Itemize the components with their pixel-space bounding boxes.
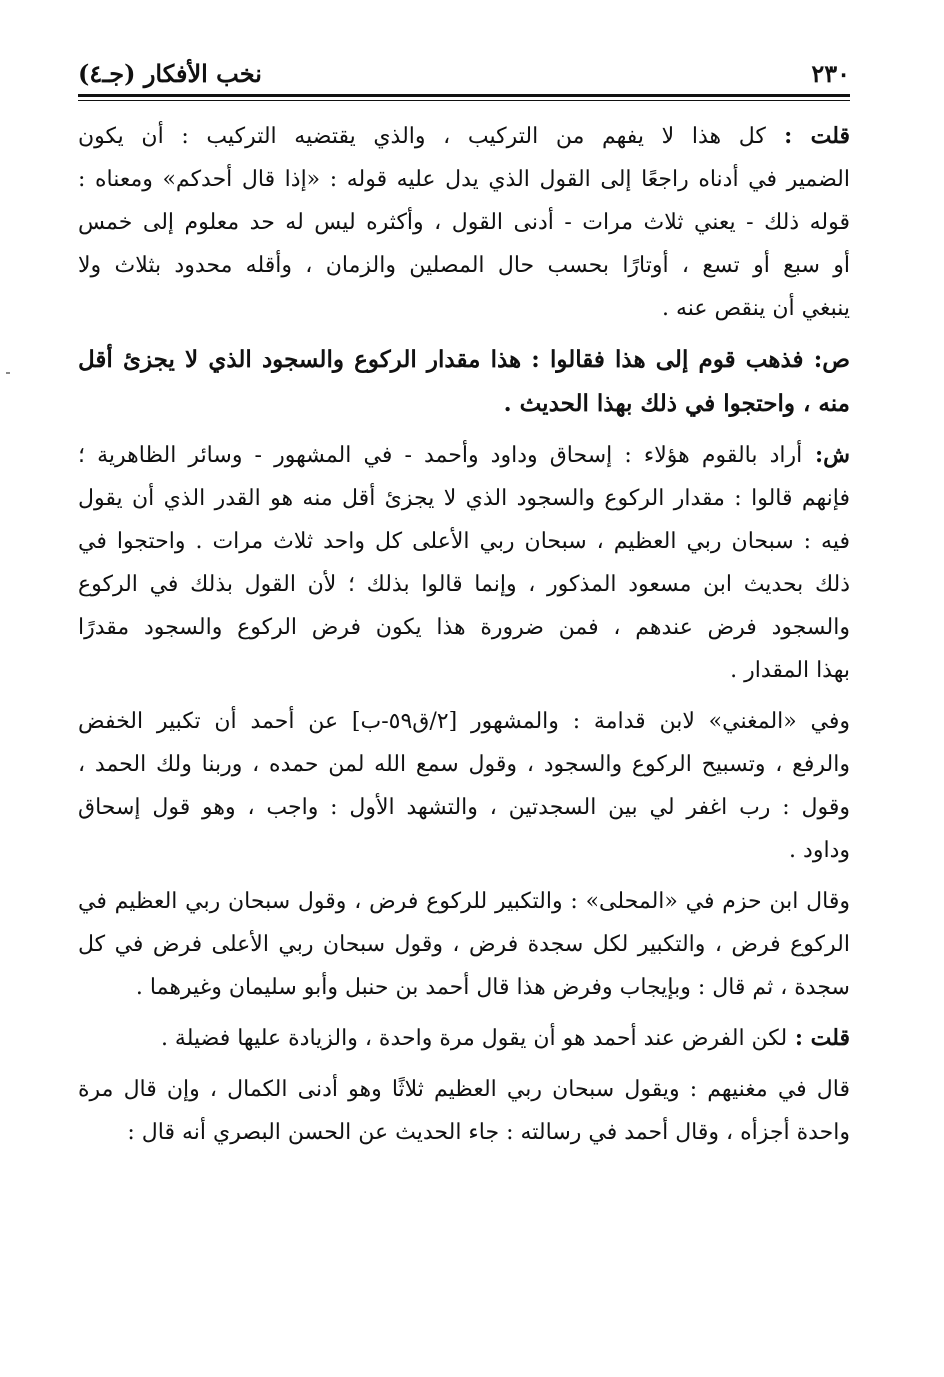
line-text: وقال ابن حزم في «المحلى» : والتكبير للركوع فرض ، وقول سبحان ربي العظيم في xyxy=(78,889,850,914)
line-text: فيه : سبحان ربي العظيم ، سبحان ربي الأعلى كل واحد ثلاث مرات . واحتجوا في xyxy=(78,529,850,554)
line-text: الركوع فرض ، والتكبير لكل سجدة فرض ، وقول سبحان ربي الأعلى فرض في كل xyxy=(78,932,850,957)
line-text: منه ، واحتجوا في ذلك بهذا الحديث . xyxy=(503,390,850,417)
text-line xyxy=(78,201,850,244)
line-text: لكن الفرض عند أحمد هو أن يقول مرة واحدة ، والزيادة عليها فضيلة . xyxy=(160,1026,788,1051)
paragraph xyxy=(78,338,850,426)
book-page xyxy=(78,40,850,1340)
line-text: وداود . xyxy=(789,838,850,863)
paragraph xyxy=(78,115,850,330)
line-text: وفي «المغني» لابن قدامة : والمشهور [٢/ق٥٩-ب] عن أحمد أن تكبير الخفض xyxy=(78,709,850,734)
text-line xyxy=(78,743,850,786)
line-text: بهذا المقدار . xyxy=(730,658,850,683)
text-line xyxy=(78,786,850,829)
paragraph xyxy=(78,1068,850,1154)
paragraph xyxy=(78,880,850,1009)
paragraph-lead: قلت : xyxy=(765,123,850,149)
line-text: وقول : رب اغفر لي بين السجدتين ، والتشهد الأول : واجب ، وهو قول إسحاق xyxy=(78,795,850,820)
line-text: الضمير في أدناه راجعًا إلى القول الذي يدل عليه قوله : «إذا قال أحدكم» ومعناه : xyxy=(78,167,850,192)
header-rule xyxy=(78,94,850,101)
text-line xyxy=(78,287,850,330)
text-line xyxy=(78,158,850,201)
text-line xyxy=(78,434,850,477)
line-text: واحدة أجزأه ، وقال أحمد في رسالته : جاء الحديث عن الحسن البصري أنه قال : xyxy=(127,1120,850,1145)
line-text: كل هذا لا يفهم من التركيب ، والذي يقتضيه التركيب : أن يكون xyxy=(78,124,766,149)
line-text: قوله ذلك - يعني ثلاث مرات - أدنى القول ، وأكثره ليس له حد معلوم إلى خمس xyxy=(78,210,850,235)
text-line xyxy=(78,829,850,872)
line-text: ذلك بحديث ابن مسعود المذكور ، وإنما قالوا بذلك ؛ لأن القول بذلك في الركوع xyxy=(78,572,850,597)
text-line xyxy=(78,338,850,382)
line-text: والسجود فرض عندهم ، فمن ضرورة هذا يكون فرض الركوع والسجود مقدرًا xyxy=(78,615,850,640)
text-line xyxy=(78,520,850,563)
text-line xyxy=(78,649,850,692)
line-text: سجدة ، ثم قال : وبإيجاب وفرض هذا قال أحمد بن حنبل وأبو سليمان وغيرهما . xyxy=(135,975,850,1000)
text-line xyxy=(78,1068,850,1111)
line-text: أو سبع أو تسع ، أوتارًا بحسب حال المصلين والزمان ، وأقله محدود بثلاث ولا xyxy=(78,253,850,278)
text-line xyxy=(78,966,850,1009)
line-text: ينبغي أن ينقص عنه . xyxy=(662,296,850,321)
text-line xyxy=(78,244,850,287)
text-line xyxy=(78,382,850,426)
text-line xyxy=(78,115,850,158)
line-text: فإنهم قالوا : مقدار الركوع والسجود الذي لا يجزئ أقل منه هو القدر الذي أن يقول xyxy=(78,486,850,511)
text-line xyxy=(78,700,850,743)
line-text: أراد بالقوم هؤلاء : إسحاق وداود وأحمد - في المشهور - وسائر الظاهرية ؛ xyxy=(78,443,803,468)
paragraph-lead: ش: xyxy=(802,442,850,468)
body-text xyxy=(78,115,850,1154)
paragraph xyxy=(78,434,850,692)
text-line xyxy=(78,563,850,606)
text-line xyxy=(78,880,850,923)
text-line xyxy=(78,606,850,649)
paragraph xyxy=(78,1017,850,1060)
text-line xyxy=(78,1111,850,1154)
paragraph-lead: قلت : xyxy=(787,1025,850,1051)
text-line xyxy=(78,1017,850,1060)
page-header xyxy=(78,40,850,94)
line-text: والرفع ، وتسبيح الركوع والسجود ، وقول سمع الله لمن حمده ، وربنا ولك الحمد ، xyxy=(78,752,850,777)
line-text: فذهب قوم إلى هذا فقالوا : هذا مقدار الركوع والسجود الذي لا يجزئ أقل xyxy=(78,346,804,373)
line-text: قال في مغنيهم : ويقول سبحان ربي العظيم ثلاثًا وهو أدنى الكمال ، وإن قال مرة xyxy=(78,1077,850,1102)
text-line xyxy=(78,923,850,966)
paragraph xyxy=(78,700,850,872)
margin-mark xyxy=(6,372,10,374)
page-number: ٢٣٠ xyxy=(811,59,850,88)
book-title: نخب الأفكار (جـ٤) xyxy=(78,59,262,88)
text-line xyxy=(78,477,850,520)
paragraph-lead: ص: xyxy=(803,346,850,373)
